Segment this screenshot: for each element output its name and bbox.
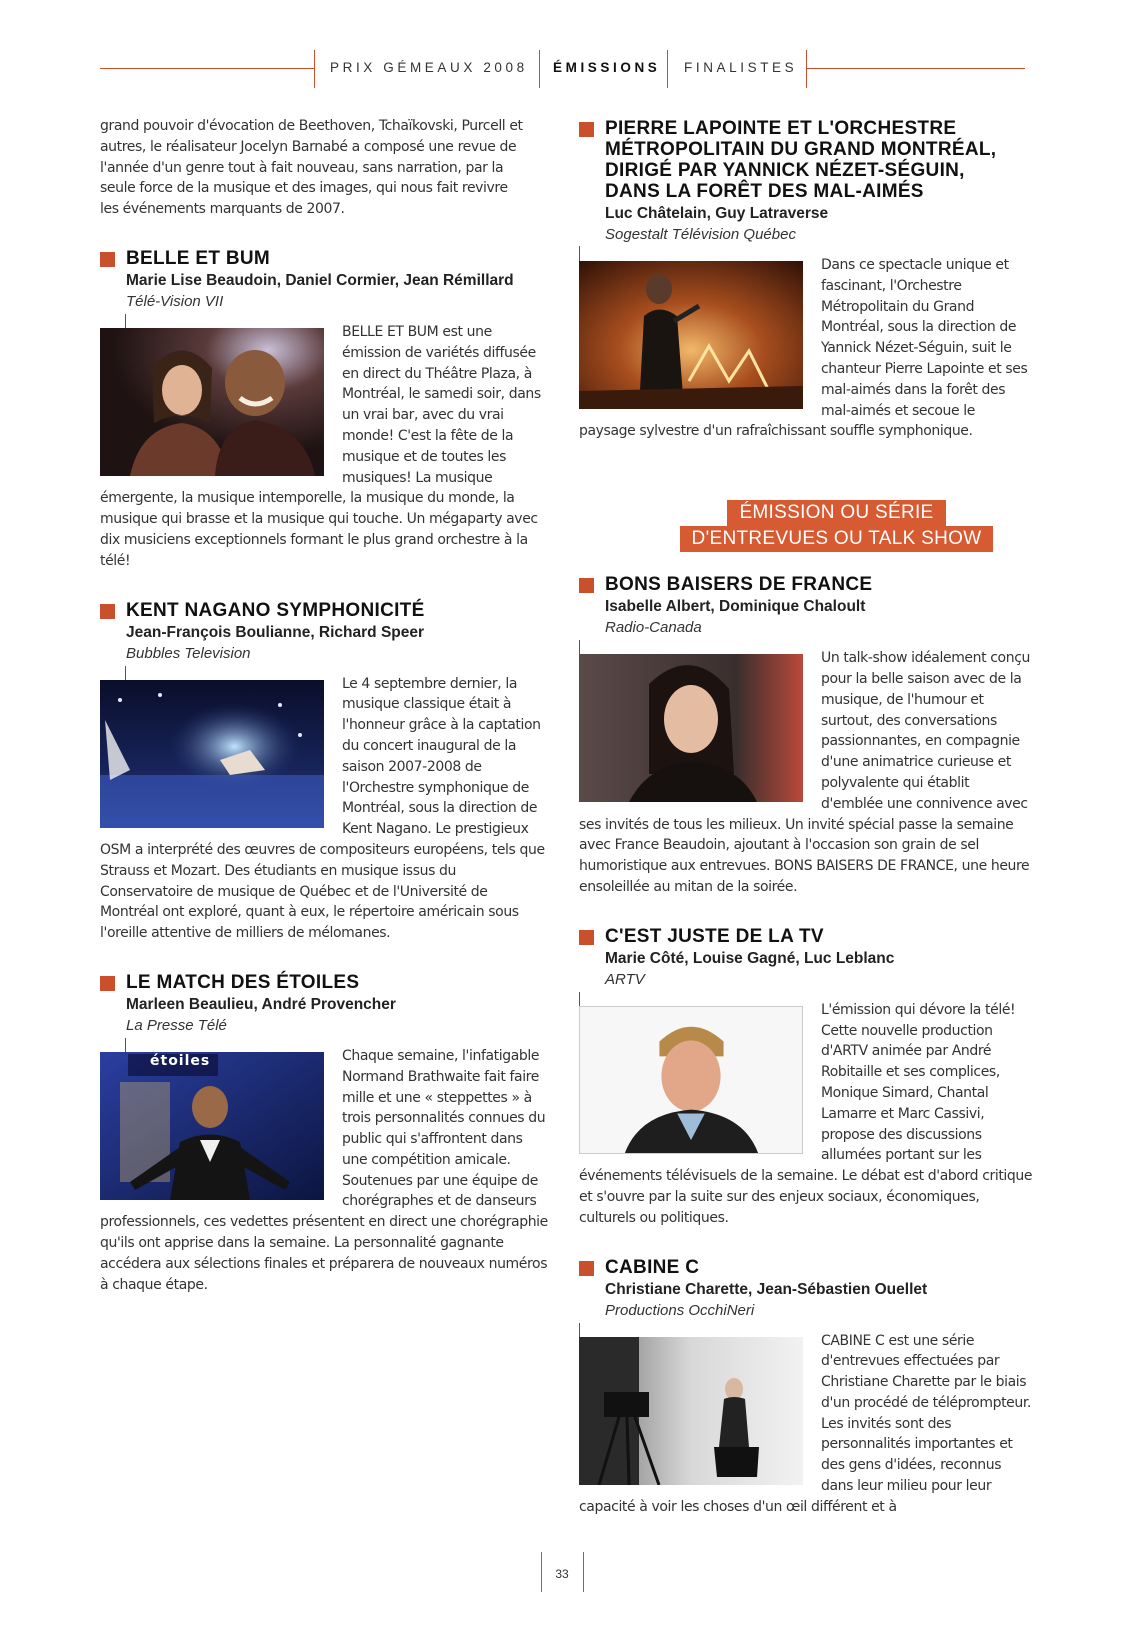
section-banner-line2: D'ENTREVUES OU TALK SHOW (680, 526, 994, 552)
section-banner (639, 500, 1034, 552)
entry-credits: Christiane Charette, Jean-Sébastien Ouellet (605, 1280, 928, 1298)
entry-credits: Luc Châtelain, Guy Latraverse (605, 205, 829, 222)
entry-body: BELLE ET BUM est une émission de variétés diffusée en direct du Théâtre Plaza, à Montréal, le samedi soir, dans un vrai bar, avec du vrai monde! C'est la fête de la musique et de toutes les musiques! La musique émergente, la musique intemporelle, la musique du monde, la musique qui brasse et la musique qui touche. Un mégaparty avec dix musiciens exceptionnels formant le plus grand orchestre à la télé! (100, 323, 541, 569)
entry-credits: Isabelle Albert, Dominique Chaloult (605, 598, 866, 616)
photo-bons-baisers (579, 654, 803, 802)
photo-belle-et-bum (100, 328, 324, 476)
entry-match-des-etoiles (100, 972, 548, 1296)
entry-body: Dans ce spectacle unique et fascinant, l'Orchestre Métropolitain du Grand Montréal, sous la direction de Yannick Nézet-Séguin, suit le chanteur Pierre Lapointe et ses mal-aimés dans la forêt des mal-aimés et secoue le paysage sylvestre d'un rafraîchissant souffle symphonique. (579, 257, 1028, 440)
entry-cabine-c (579, 1257, 1034, 1518)
header-category: FINALISTES (684, 60, 798, 75)
photo-cest-juste-de-la-tv (579, 1006, 803, 1154)
entry-kent-nagano (100, 600, 548, 944)
page-number: 33 (555, 1567, 569, 1581)
photo-match-des-etoiles (100, 1052, 324, 1200)
photo-kent-nagano (100, 680, 324, 828)
entry-title: PIERRE LAPOINTE ET L'ORCHESTRE MÉTROPOLITAIN DU GRAND MONTRÉAL, DIRIGÉ PAR YANNICK NÉZET-SÉGUIN, DANS LA FORÊT DES MAL-AIMÉS (605, 118, 997, 202)
photo-logo-text: étoiles (150, 1052, 211, 1069)
entry-network: Productions OcchiNeri (605, 1301, 755, 1319)
entry-belle-et-bum (100, 248, 548, 572)
entry-cest-juste-de-la-tv (579, 926, 1034, 1229)
entry-network: ARTV (605, 970, 645, 988)
entry-credits: Marie Lise Beaudoin, Daniel Cormier, Jean Rémillard (126, 271, 514, 289)
header-divider (314, 50, 315, 88)
entry-pierre-lapointe (579, 118, 1034, 442)
entry-credits: Marleen Beaulieu, André Provencher (126, 995, 396, 1013)
entry-credits: Jean-François Boulianne, Richard Speer (126, 623, 425, 641)
entry-network: Télé-Vision VII (126, 292, 224, 310)
header-divider (667, 50, 668, 88)
entry-network: Sogestalt Télévision Québec (605, 226, 796, 243)
entry-body: Le 4 septembre dernier, la musique classique était à l'honneur grâce à la captation du concert inaugural de la saison 2007-2008 de l'Orchestre symphonique de Montréal, sous la direction de Kent Nagano. Le prestigieux OSM a interprété des œuvres de compositeurs européens, tels que Strauss et Mozart. Des étudiants en musique issus du Conservatoire de musique de Québec et de l'Université de Montréal ont exploré, quant à eux, le répertoire américain sous l'oreille attentive de milliers de mélomanes. (100, 675, 545, 942)
entry-title: C'EST JUSTE DE LA TV (605, 925, 824, 947)
entry-network: Radio-Canada (605, 619, 702, 637)
page-number-divider (583, 1552, 584, 1592)
header-divider (806, 50, 807, 88)
header-divider (539, 50, 540, 88)
header-section: ÉMISSIONS (553, 60, 661, 75)
entry-title: BONS BAISERS DE FRANCE (605, 574, 873, 596)
entry-body: L'émission qui dévore la télé! Cette nouvelle production d'ARTV animée par André Robitaille et ses complices, Monique Simard, Chantal Lamarre et Marc Cassivi, propose des discussions allumées portant sur les événements télévisuels de la semaine. Le débat est d'abord critique et s'ouvre par la suite sur des enjeux sociaux, économiques, culturels ou politiques. (579, 1001, 1033, 1226)
section-banner-line1: ÉMISSION OU SÉRIE (727, 500, 945, 526)
entry-network: La Presse Télé (126, 1016, 227, 1034)
photo-cabine-c (579, 1337, 803, 1485)
entry-network: Bubbles Television (126, 644, 251, 662)
entry-body: CABINE C est une série d'entrevues effectuées par Christiane Charette par le biais d'un procédé de téléprompteur. Les invités sont des personnalités importantes et des gens d'idées, reconnus dans leur milieu pour leur capacité à voir les choses d'un œil différent et à (579, 1332, 1031, 1515)
header-publication: PRIX GÉMEAUX 2008 (330, 60, 528, 75)
header-rule-left (100, 68, 314, 69)
entry-title: BELLE ET BUM (126, 247, 270, 269)
right-column (579, 118, 1034, 1518)
intro-paragraph: grand pouvoir d'évocation de Beethoven, Tchaïkovski, Purcell et autres, le réalisateur Jocelyn Barnabé a composé une revue de l'année d'un genre tout à fait nouveau, sans narration, par la seule force de la musique et des images, qui nous fait revivre les événements marquants de 2007. (100, 118, 523, 218)
header-rule-right (806, 68, 1025, 69)
left-column (100, 116, 548, 1295)
photo-pierre-lapointe (579, 261, 803, 409)
entry-title: CABINE C (605, 1256, 700, 1278)
entry-title: KENT NAGANO SYMPHONICITÉ (126, 599, 425, 621)
entry-body: Un talk-show idéalement conçu pour la belle saison avec de la musique, de l'humour et surtout, des conversations passionnantes, en compagnie d'une animatrice curieuse et polyvalente qui établit d'emblée une connivence avec ses invités de tous les milieux. Un invité spécial passe la semaine avec France Beaudoin, ajoutant à l'occasion son grain de sel humoristique aux entrevues. BONS BAISERS DE FRANCE, une heure ensoleillée au mitan de la soirée. (579, 650, 1030, 895)
entry-title: LE MATCH DES ÉTOILES (126, 971, 360, 993)
entry-body: Chaque semaine, l'infatigable Normand Brathwaite fait faire mille et une « steppettes » à trois personnalités connues du public qui s'affrontent dans une compétition amicale. Soutenues par une équipe de chorégraphes et de danseurs professionnels, ces vedettes présentent en direct une chorégraphie qu'ils ont apprise dans la semaine. La personnalité gagnante accédera aux sélections finales et préparera de nouveaux numéros à chaque étape. (100, 1047, 548, 1293)
entry-bons-baisers (579, 574, 1034, 898)
entry-credits: Marie Côté, Louise Gagné, Luc Leblanc (605, 949, 895, 967)
